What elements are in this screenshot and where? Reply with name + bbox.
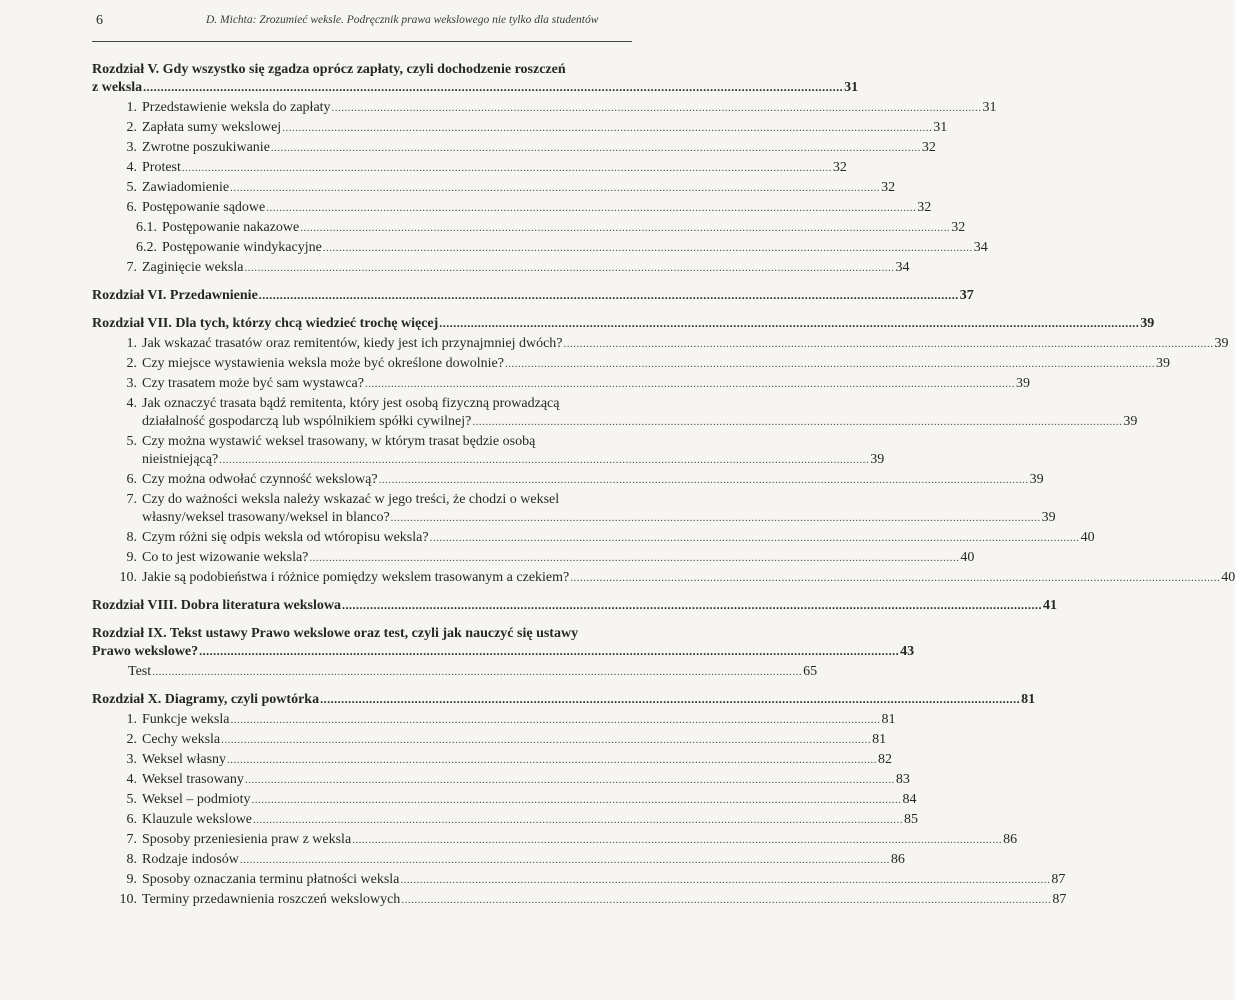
dot-leader: ........................................................................................................................................................................................................ [563,338,1214,350]
item-text: Weksel trasowany [142,772,244,787]
item-text: Postępowanie windykacyjne [162,240,322,255]
page-ref: 34 [973,240,988,255]
page-ref: 32 [917,200,932,215]
item-text-line: Czy można wystawić weksel trasowany, w którym trasat będzie osobą [142,434,536,449]
toc-item [92,771,910,789]
item-number: 10. [119,570,137,585]
item-text: Sposoby oznaczania terminu płatności weksla [142,872,400,887]
item-text: Sposoby przeniesienia praw z weksla [142,832,352,847]
chapter-title: Rozdział VI. Przedawnienie [92,288,258,303]
page-ref: 39 [1123,414,1138,429]
item-text: Jak wskazać trasatów oraz remitentów, kiedy jest ich przynajmniej dwóch? [142,336,563,351]
toc-item [92,851,905,869]
item-number: 1. [126,336,137,351]
dot-leader: ........................................................................................................................................................................................................ [181,162,832,174]
page-ref: 37 [959,288,974,303]
chapter-5-heading [92,61,859,97]
item-number: 4. [126,396,137,411]
toc-item [92,395,1138,431]
item-number: 5. [126,792,137,807]
item-text: Zwrotne poszukiwanie [142,140,270,155]
item-number: 5. [126,180,137,195]
chapter-title-line: Rozdział IX. Tekst ustawy Prawo wekslowe oraz test, czyli jak nauczyć się ustawy [92,626,579,641]
toc-item [92,529,1095,547]
dot-leader: ........................................................................................................................................................................................................ [143,80,844,94]
item-number: 9. [126,872,137,887]
dot-leader: ........................................................................................................................................................................................................ [221,734,872,746]
dot-leader: ........................................................................................................................................................................................................ [320,692,1021,706]
toc-item [92,99,997,117]
toc-item [92,159,847,177]
item-number: 8. [126,530,137,545]
dot-leader: ........................................................................................................................................................................................................ [570,572,1221,584]
dot-leader: ........................................................................................................................................................................................................ [300,222,951,234]
dot-leader: ........................................................................................................................................................................................................ [439,316,1140,330]
page-ref: 34 [895,260,910,275]
item-text: Klauzule wekslowe [142,812,253,827]
table-of-contents [92,61,1235,909]
dot-leader: ........................................................................................................................................................................................................ [251,794,902,806]
item-text: Co to jest wizowanie weksla? [142,550,309,565]
toc-item [92,811,919,829]
dot-leader: ........................................................................................................................................................................................................ [266,202,917,214]
item-number: 10. [119,892,137,907]
dot-leader: ........................................................................................................................................................................................................ [230,714,881,726]
toc-subitem [92,219,966,237]
dot-leader: ........................................................................................................................................................................................................ [244,262,895,274]
toc-item [92,139,936,157]
chapter-10-items [92,711,1067,909]
item-number: 6.2. [136,240,157,255]
item-text: działalność gospodarczą lub wspólnikiem spółki cywilnej? [142,414,472,429]
item-number: 3. [126,376,137,391]
toc-item [92,549,975,567]
item-number: 7. [126,492,137,507]
page-ref: 39 [1214,336,1229,351]
dot-leader: ........................................................................................................................................................................................................ [331,102,982,114]
item-text: Zawiadomienie [142,180,230,195]
item-number: 4. [126,160,137,175]
page-ref: 39 [1029,472,1044,487]
item-number: 3. [126,752,137,767]
toc-item [92,569,1235,587]
page-ref: 40 [960,550,975,565]
item-text: Przedstawienie weksla do zapłaty [142,100,331,115]
page-ref: 86 [890,852,905,867]
running-head: D. Michta: Zrozumieć weksle. Podręcznik prawa wekslowego nie tylko dla studentów [206,14,599,26]
item-number: 6. [126,812,137,827]
chapter-title: Rozdział VII. Dla tych, którzy chcą wiedzieć trochę więcej [92,316,439,331]
dot-leader: ........................................................................................................................................................................................................ [230,182,881,194]
chapter-title-line: z weksla [92,80,143,95]
toc-item [92,179,896,197]
dot-leader: ........................................................................................................................................................................................................ [342,598,1043,612]
item-number: 2. [126,732,137,747]
page-ref: 81 [872,732,887,747]
toc-subitem [92,239,988,257]
item-text: Terminy przedawnienia roszczeń wekslowych [142,892,401,907]
toc-item [92,433,885,469]
item-text: Weksel własny [142,752,227,767]
item-text: Zapłata sumy wekslowej [142,120,282,135]
toc-item [92,199,932,217]
dot-leader: ........................................................................................................................................................................................................ [152,666,803,678]
item-text: Czy trasatem może być sam wystawca? [142,376,364,391]
item-number: 6.1. [136,220,157,235]
item-number: 6. [126,200,137,215]
toc-item [92,375,1030,393]
item-text: Postępowanie sądowe [142,200,266,215]
item-text: Protest [142,160,181,175]
toc-item [92,491,1056,527]
item-number: 1. [126,712,137,727]
item-text: Postępowanie nakazowe [162,220,300,235]
chapter-title: Rozdział X. Diagramy, czyli powtórka [92,692,320,707]
dot-leader: ........................................................................................................................................................................................................ [504,358,1155,370]
item-number: 7. [126,832,137,847]
page-ref: 39 [1140,316,1155,331]
chapter-6-heading [92,287,974,305]
page-ref: 32 [832,160,847,175]
toc-item [92,355,1170,373]
chapter-title: Rozdział VIII. Dobra literatura wekslowa [92,598,342,613]
item-text: Weksel – podmioty [142,792,251,807]
dot-leader: ........................................................................................................................................................................................................ [429,532,1080,544]
page-ref: 39 [1041,510,1056,525]
dot-leader: ........................................................................................................................................................................................................ [401,894,1052,906]
dot-leader: ........................................................................................................................................................................................................ [239,854,890,866]
item-text: Czym różni się odpis weksla od wtóropisu weksla? [142,530,429,545]
page-ref: 31 [982,100,997,115]
item-number: 3. [126,140,137,155]
page-ref: 31 [844,80,859,95]
chapter-9-heading [92,625,915,661]
item-text: Czy miejsce wystawienia weksla może być określone dowolnie? [142,356,504,371]
item-number: 2. [126,120,137,135]
page-ref: 65 [803,664,818,679]
item-text: Rodzaje indosów [142,852,239,867]
toc-item [92,335,1229,353]
dot-leader: ........................................................................................................................................................................................................ [390,512,1041,524]
item-number: 4. [126,772,137,787]
item-number: 2. [126,356,137,371]
page-ref: 31 [933,120,948,135]
item-number: 8. [126,852,137,867]
page-ref: 43 [900,644,915,659]
page-ref: 87 [1051,872,1066,887]
page-ref: 81 [881,712,896,727]
dot-leader: ........................................................................................................................................................................................................ [199,644,900,658]
dot-leader: ........................................................................................................................................................................................................ [352,834,1003,846]
toc-item-test [92,663,818,681]
page-ref: 39 [1015,376,1030,391]
page-ref: 32 [881,180,896,195]
chapter-5-items [92,99,997,277]
item-text: Test [128,664,152,679]
page-number: 6 [96,13,103,28]
item-number: 5. [126,434,137,449]
item-text: Jakie są podobieństwa i różnice pomiędzy wekslem trasowanym a czekiem? [142,570,570,585]
item-number: 1. [126,100,137,115]
dot-leader: ........................................................................................................................................................................................................ [270,142,921,154]
page-ref: 87 [1052,892,1067,907]
page-ref: 39 [1155,356,1170,371]
toc-item [92,711,896,729]
toc-item [92,891,1067,909]
toc-item [92,791,917,809]
page-ref: 81 [1021,692,1036,707]
dot-leader: ........................................................................................................................................................................................................ [309,552,960,564]
header-rule [92,41,632,42]
item-text: Zaginięcie weksla [142,260,244,275]
page-ref: 41 [1043,598,1058,613]
item-text: Cechy weksla [142,732,221,747]
chapter-8-heading [92,597,1058,615]
chapter-title-line: Rozdział V. Gdy wszystko się zgadza oprócz zapłaty, czyli dochodzenie roszczeń [92,62,566,77]
toc-item [92,471,1044,489]
chapter-7-items [92,335,1235,587]
item-text: Funkcje weksla [142,712,230,727]
dot-leader: ........................................................................................................................................................................................................ [322,242,973,254]
chapter-7-heading [92,315,1155,333]
toc-item [92,259,910,277]
page-ref: 40 [1221,570,1235,585]
toc-item [92,119,948,137]
dot-leader: ........................................................................................................................................................................................................ [258,288,959,302]
item-text: nieistniejącą? [142,452,219,467]
page-ref: 82 [878,752,893,767]
dot-leader: ........................................................................................................................................................................................................ [244,774,895,786]
toc-item [92,751,893,769]
toc-item [92,831,1018,849]
page-ref: 32 [921,140,936,155]
item-text: własny/weksel trasowany/weksel in blanco? [142,510,390,525]
item-number: 9. [126,550,137,565]
chapter-10-heading [92,691,1036,709]
item-text-line: Jak oznaczyć trasata bądź remitenta, który jest osobą fizyczną prowadzącą [142,396,560,411]
toc-item [92,871,1066,889]
item-text: Czy można odwołać czynność wekslową? [142,472,378,487]
item-number: 6. [126,472,137,487]
dot-leader: ........................................................................................................................................................................................................ [253,814,904,826]
dot-leader: ........................................................................................................................................................................................................ [282,122,933,134]
dot-leader: ........................................................................................................................................................................................................ [400,874,1051,886]
dot-leader: ........................................................................................................................................................................................................ [219,454,870,466]
page-ref: 39 [870,452,885,467]
item-number: 7. [126,260,137,275]
page-ref: 83 [895,772,910,787]
page-ref: 32 [951,220,966,235]
chapter-title-line: Prawo wekslowe? [92,644,199,659]
page-ref: 40 [1080,530,1095,545]
page-ref: 85 [904,812,919,827]
dot-leader: ........................................................................................................................................................................................................ [364,378,1015,390]
page-ref: 84 [902,792,917,807]
dot-leader: ........................................................................................................................................................................................................ [472,416,1123,428]
dot-leader: ........................................................................................................................................................................................................ [227,754,878,766]
page-ref: 86 [1003,832,1018,847]
item-text-line: Czy do ważności weksla należy wskazać w jego treści, że chodzi o weksel [142,492,560,507]
dot-leader: ........................................................................................................................................................................................................ [378,474,1029,486]
toc-item [92,731,887,749]
